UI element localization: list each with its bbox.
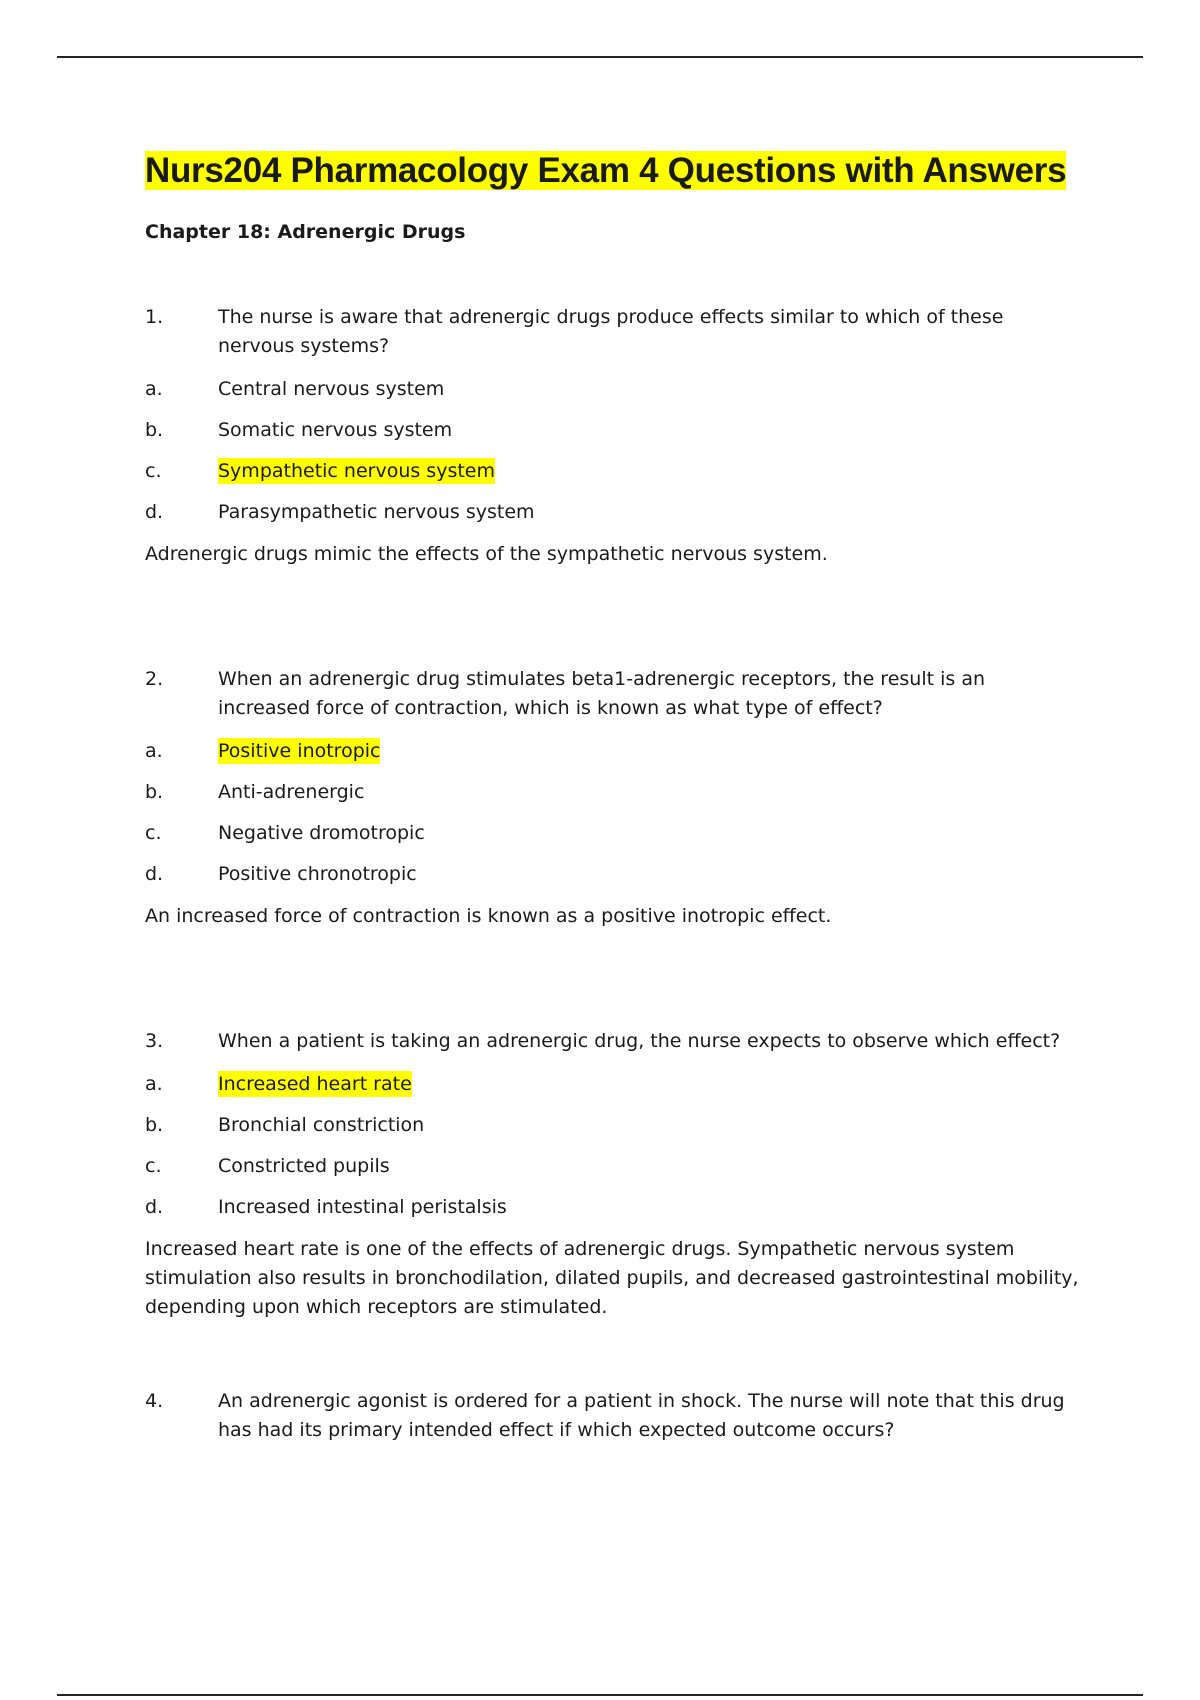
option-letter: d. bbox=[145, 1196, 164, 1218]
option-letter: b. bbox=[145, 1114, 164, 1136]
question-stem bbox=[145, 665, 1085, 723]
option-a bbox=[145, 738, 1085, 764]
option-b bbox=[145, 417, 1085, 443]
question-number: 3. bbox=[145, 1030, 164, 1052]
question-4 bbox=[145, 1387, 1085, 1445]
chapter-heading: Chapter 18: Adrenergic Drugs bbox=[145, 221, 466, 243]
option-text-correct-answer: Increased heart rate bbox=[218, 1073, 412, 1095]
option-text: Constricted pupils bbox=[218, 1155, 390, 1177]
option-b bbox=[145, 779, 1085, 805]
page-bottom-rule bbox=[57, 1694, 1143, 1696]
option-letter: c. bbox=[145, 1155, 162, 1177]
option-text: Positive chronotropic bbox=[218, 863, 417, 885]
option-d bbox=[145, 1194, 1085, 1220]
question-number: 4. bbox=[145, 1390, 164, 1412]
option-letter: c. bbox=[145, 822, 162, 844]
option-letter: a. bbox=[145, 378, 163, 400]
option-a bbox=[145, 376, 1085, 402]
document-title: Nurs204 Pharmacology Exam 4 Questions with Answers bbox=[145, 151, 1067, 190]
option-letter: a. bbox=[145, 740, 163, 762]
page-top-rule bbox=[57, 56, 1143, 58]
option-text-correct-answer: Positive inotropic bbox=[218, 740, 381, 762]
option-text: Negative dromotropic bbox=[218, 822, 425, 844]
option-text: Central nervous system bbox=[218, 378, 445, 400]
option-c bbox=[145, 458, 1085, 484]
question-stem bbox=[145, 1387, 1085, 1445]
question-stem bbox=[145, 303, 1085, 361]
question-number: 1. bbox=[145, 306, 164, 328]
option-text: Parasympathetic nervous system bbox=[218, 501, 535, 523]
question-1 bbox=[145, 303, 1085, 569]
option-letter: a. bbox=[145, 1073, 163, 1095]
question-text: An adrenergic agonist is ordered for a patient in shock. The nurse will note that this drug has had its primary intended effect if which expected outcome occurs? bbox=[218, 1390, 1065, 1441]
option-text: Somatic nervous system bbox=[218, 419, 453, 441]
option-letter: b. bbox=[145, 781, 164, 803]
option-d bbox=[145, 499, 1085, 525]
question-text: When a patient is taking an adrenergic drug, the nurse expects to observe which effect? bbox=[218, 1030, 1061, 1052]
question-text: When an adrenergic drug stimulates beta1-adrenergic receptors, the result is an increased force of contraction, which is known as what type of effect? bbox=[218, 668, 986, 719]
question-text: The nurse is aware that adrenergic drugs produce effects similar to which of these nervous systems? bbox=[218, 306, 1004, 357]
option-letter: c. bbox=[145, 460, 162, 482]
option-c bbox=[145, 820, 1085, 846]
question-stem bbox=[145, 1027, 1085, 1056]
answer-rationale: Adrenergic drugs mimic the effects of the sympathetic nervous system. bbox=[145, 543, 828, 565]
option-c bbox=[145, 1153, 1085, 1179]
option-text: Anti-adrenergic bbox=[218, 781, 365, 803]
question-number: 2. bbox=[145, 668, 164, 690]
option-d bbox=[145, 861, 1085, 887]
option-letter: d. bbox=[145, 501, 164, 523]
question-2 bbox=[145, 665, 1085, 931]
option-a bbox=[145, 1071, 1085, 1097]
option-text: Bronchial constriction bbox=[218, 1114, 425, 1136]
option-text-correct-answer: Sympathetic nervous system bbox=[218, 460, 495, 482]
question-3 bbox=[145, 1027, 1085, 1322]
option-text: Increased intestinal peristalsis bbox=[218, 1196, 507, 1218]
option-letter: d. bbox=[145, 863, 164, 885]
answer-rationale: An increased force of contraction is known as a positive inotropic effect. bbox=[145, 905, 832, 927]
answer-rationale: Increased heart rate is one of the effects of adrenergic drugs. Sympathetic nervous system stimulation also results in bronchodilation, dilated pupils, and decreased gastrointestinal mobility, depending upon which receptors are stimulated. bbox=[145, 1238, 1079, 1318]
document-body bbox=[145, 146, 1085, 1445]
option-b bbox=[145, 1112, 1085, 1138]
option-letter: b. bbox=[145, 419, 164, 441]
